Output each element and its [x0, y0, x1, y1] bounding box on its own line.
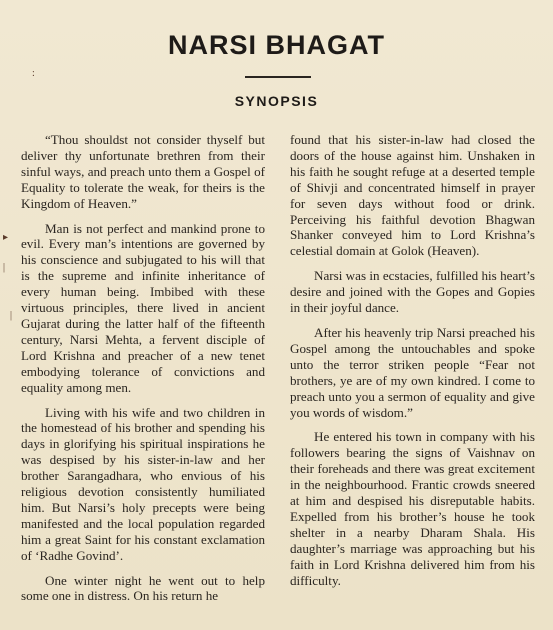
- title-divider: [245, 76, 311, 78]
- paragraph: He entered his town in company with his followers bearing the signs of Vaishnav on their foreheads and there was great excitement in the neighbourhood. Frantic crowds sneered at him and despised his disreputable habits. Expelled from his brother’s house he took shelter in a nearby Dharam Shala. His daughter’s marriage was approaching but his faith in Lord Krishna delivered him from his difficulty.: [290, 429, 535, 588]
- left-column: [21, 132, 265, 613]
- margin-mark: ▸: [3, 232, 9, 243]
- paragraph: Man is not perfect and mankind prone to evil. Every man’s intentions are governed by his conscience and subjugated to his will that is the supreme and infinite inheritance of every human being. Imbibed with these virtuous principles, there lived in ancient Gujarat during the latter half of the fifteenth century, Narsi Mehta, a fervent disciple of Lord Krishna and preacher of a new tenet embodying tolerance of convictions and equality among men.: [21, 220, 265, 395]
- margin-mark: |: [3, 262, 6, 273]
- paragraph: Narsi was in ecstacies, fulfilled his heart’s desire and joined with the Gopes and Gopies in their joyful dance.: [290, 268, 535, 316]
- margin-mark: |: [10, 310, 13, 321]
- paragraph: One winter night he went out to help some one in distress. On his return he: [21, 572, 265, 604]
- paragraph: found that his sister-in-law had closed the doors of the house against him. Unshaken in his faith he sought refuge at a deserted temple of Shivji and concentrated himself in prayer for seven days without food or drink. Perceiving his faithful devotion Bhagwan Shanker conveyed him to Lord Krishna’s celestial domain at Golok (Heaven).: [290, 132, 535, 259]
- section-heading: SYNOPSIS: [234, 93, 319, 109]
- paragraph: Living with his wife and two children in the homestead of his brother and spending his days in glorifying his spiritual inspirations he was despised by his sister-in-law and her brother Sarangadhara, who envious of his religious devotion consistently humiliated him. But Narsi’s holy precepts were being manifested and the local population regarded him a great Saint for his constant exclamation of ‘Radhe Govind’.: [21, 404, 265, 563]
- page-speck: :: [32, 68, 35, 79]
- right-column: [290, 132, 535, 597]
- paragraph: After his heavenly trip Narsi preached his Gospel among the untouchables and spoke unto the terror striken people “Fear not brothers, ye are of my own kindred. I come to preach unto you a sermon of equality and give you words of wisdom.”: [290, 324, 535, 420]
- paragraph: “Thou shouldst not consider thyself but deliver thy unfortunate brethren from their sinful ways, and preach unto them a Gospel of Equality to tolerate the weak, for theirs is the Kingdom of Heaven.”: [21, 132, 265, 211]
- page-title: NARSI BHAGAT: [168, 30, 385, 60]
